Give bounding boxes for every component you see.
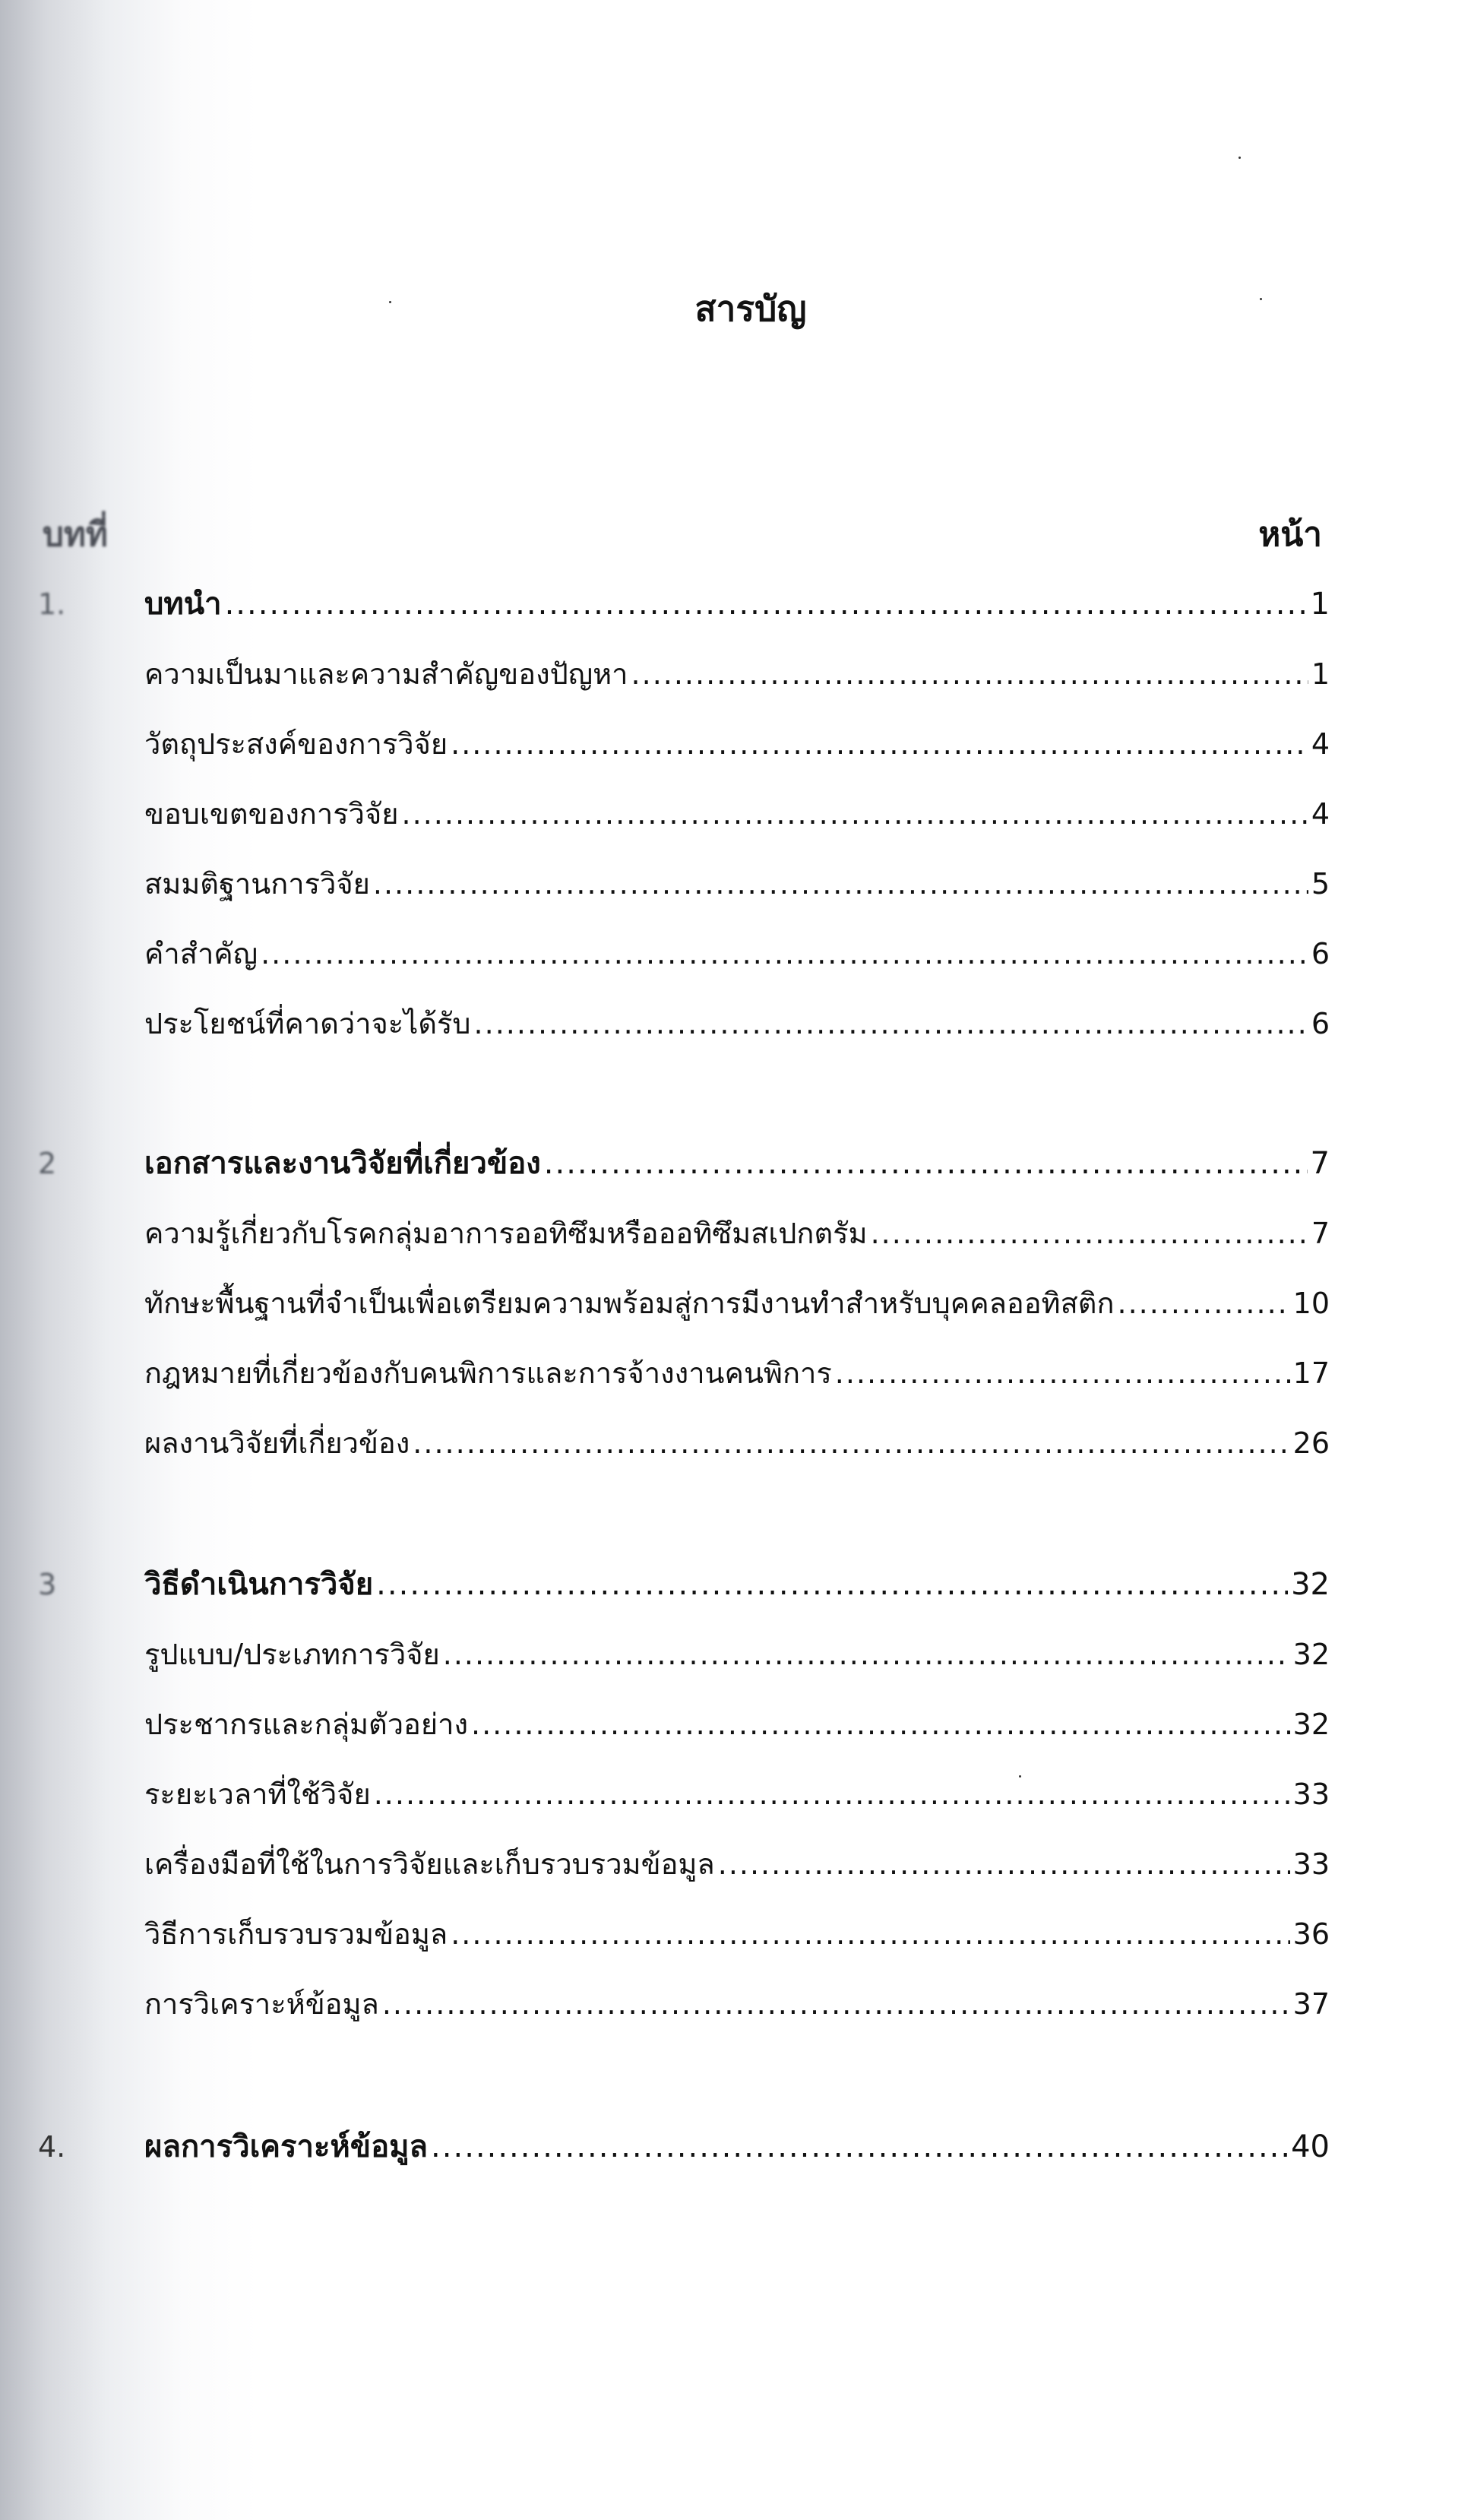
section-title: ระยะเวลาที่ใช้วิจัย [144,1778,371,1811]
section-title: ทักษะพื้นฐานที่จำเป็นเพื่อเตรียมความพร้อมสู่การมีงานทำสำหรับบุคคลออทิสติก [144,1287,1115,1320]
toc-chapter-entry [144,2128,1330,2166]
scan-speck [1019,1775,1021,1778]
leader-dots [718,1845,1290,1883]
leader-dots [451,725,1308,763]
leader-dots [835,1354,1290,1392]
page-number: 33 [1292,1778,1330,1811]
leader-dots [474,1005,1308,1043]
toc-section-entry [144,1775,1330,1813]
page-number: 17 [1292,1357,1330,1390]
toc-section-entry [144,1705,1330,1743]
page-number: 37 [1292,1987,1330,2021]
scan-speck [1238,157,1241,159]
section-title: ผลงานวิจัยที่เกี่ยวข้อง [144,1426,410,1460]
scan-speck [389,301,391,303]
leader-dots [871,1214,1308,1252]
chapter-title: ผลการวิเคราะห์ข้อมูล [144,2129,429,2164]
page-number: 32 [1291,1567,1330,1602]
toc-section-entry [144,935,1330,973]
section-title: คำสำคัญ [144,937,258,970]
chapter-column-header: บทที่ [43,515,108,554]
leader-dots [373,865,1308,903]
section-title: เครื่องมือที่ใช้ในการวิจัยและเก็บรวบรวมข้อมูล [144,1847,715,1881]
section-title: ความเป็นมาและความสำคัญของปัญหา [144,657,628,691]
scan-speck [1260,298,1262,300]
leader-dots [431,2128,1288,2166]
section-title: วิธีการเก็บรวบรวมข้อมูล [144,1917,448,1951]
chapter-title: วิธีดำเนินการวิจัย [144,1567,374,1602]
toc-section-entry [144,795,1330,833]
chapter-title: บทนำ [144,587,222,622]
leader-dots [376,1566,1288,1603]
toc-section-entry [144,1915,1330,1953]
toc-section-entry [144,1354,1330,1392]
section-title: ขอบเขตของการวิจัย [144,797,399,831]
toc-section-entry [144,1005,1330,1043]
page-number: 1 [1310,587,1330,622]
section-title: กฎหมายที่เกี่ยวข้องกับคนพิการและการจ้างงานคนพิการ [144,1357,832,1390]
leader-dots [374,1775,1290,1813]
page-number: 5 [1311,867,1330,901]
toc-section-entry [144,1284,1330,1322]
toc-section-entry [144,655,1330,693]
toc-section-entry [144,1424,1330,1462]
page-number: 36 [1292,1917,1330,1951]
page-number: 6 [1311,937,1330,970]
toc-section-entry [144,1214,1330,1252]
page-number: 4 [1311,727,1330,761]
leader-dots [451,1915,1289,1953]
chapter-number: 3 [38,1568,57,1601]
page-column-header: หน้า [1258,515,1322,554]
page-number: 32 [1292,1638,1330,1671]
toc-chapter-entry [144,1566,1330,1603]
leader-dots [544,1144,1308,1182]
section-title: วัตถุประสงค์ของการวิจัย [144,727,448,761]
section-title: สมมติฐานการวิจัย [144,867,370,901]
page-number: 40 [1291,2129,1330,2164]
section-title: การวิเคราะห์ข้อมูล [144,1987,379,2021]
chapter-number: 2 [38,1147,57,1180]
page-number: 10 [1292,1287,1330,1320]
leader-dots [225,585,1308,623]
page-number: 1 [1311,657,1330,691]
page-number: 26 [1292,1426,1330,1460]
leader-dots [382,1985,1290,2023]
page-number: 33 [1292,1847,1330,1881]
section-title: ประโยชน์ที่คาดว่าจะได้รับ [144,1007,471,1040]
page-number: 7 [1311,1217,1330,1250]
leader-dots [631,655,1308,693]
chapter-number: 4. [38,2130,66,2164]
page-title: สารบัญ [694,288,807,329]
leader-dots [261,935,1308,973]
page-number: 32 [1292,1708,1330,1741]
toc-section-entry [144,1845,1330,1883]
toc-section-entry [144,1985,1330,2023]
page-number: 7 [1310,1146,1330,1181]
page-number: 6 [1311,1007,1330,1040]
toc-section-entry [144,1635,1330,1673]
leader-dots [471,1705,1290,1743]
leader-dots [402,795,1308,833]
leader-dots [413,1424,1289,1462]
leader-dots [443,1635,1290,1673]
toc-section-entry [144,865,1330,903]
leader-dots [1117,1284,1289,1322]
chapter-title: เอกสารและงานวิจัยที่เกี่ยวข้อง [144,1146,541,1181]
toc-chapter-entry [144,585,1330,623]
page-number: 4 [1311,797,1330,831]
toc-chapter-entry [144,1144,1330,1182]
chapter-number: 1. [38,587,66,621]
section-title: ความรู้เกี่ยวกับโรคกลุ่มอาการออทิซึมหรือออทิซึมสเปกตรัม [144,1217,868,1250]
toc-section-entry [144,725,1330,763]
section-title: ประชากรและกลุ่มตัวอย่าง [144,1708,469,1741]
section-title: รูปแบบ/ประเภทการวิจัย [144,1638,440,1671]
